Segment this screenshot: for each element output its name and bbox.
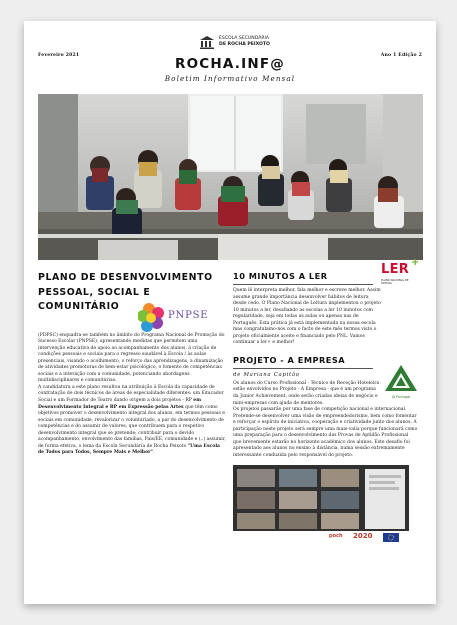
- classroom-photo-illustration: [38, 94, 423, 260]
- empresa-article: [233, 355, 423, 544]
- school-name-line1: ESCOLA SECUNDÁRIA: [219, 36, 270, 42]
- school-name: [219, 36, 270, 47]
- poch-logo: poch: [329, 533, 343, 540]
- ler-logo-plus: +: [411, 257, 420, 268]
- school-crest-icon: [198, 35, 216, 50]
- pnpse-logo: [138, 301, 226, 337]
- ler-paragraph-1: Quem lê interpreta melhor, fala melhor e escreve melhor. Assim assume grande importância desenvolver hábitos de leitura desde cedo. O Plano Nacional de Leitura implementou o projeto 10 minutos a ler, desafiando as escolas a ler 10 minutos com regularidade, seja em todas as aulas ou apenas nas de Português. Esta prática já está implementada na nossa escola mas congratulamo-nos com o facto de este mês termos visto o projeto oficialmente aceite e financiado pelo PNL. Vamos continuar a ler+ e melhor!: [233, 288, 381, 346]
- right-column: [233, 257, 423, 543]
- empresa-paragraph-1: Os alunos do Curso Profissional - Técnico de Receção Hoteleira estão envolvidos no Projeto - A Empresa - que é um programa da Junior Achievement, onde serão criadas ideias de negócio e mini-empresas com ajuda de mentores.: [233, 380, 380, 406]
- ler-article-title: 10 MINUTOS A LER: [233, 271, 328, 281]
- school-logo: [198, 34, 270, 50]
- school-name-line2: DE ROCHA PEIXOTO: [219, 42, 270, 47]
- ja-portugal-icon: [381, 363, 421, 395]
- empresa-article-title: PROJETO - A EMPRESA: [233, 354, 346, 365]
- ler-article: [233, 257, 423, 347]
- pnpse-paragraph-2-c: que têm como objetivos promover o desenvolvimento integral dos alunos, em termos pessoais e sociais em comunidade; revalorizar o voluntariado, a par do desenvolvimento de competências e do assumir de valores, que contribuem para o respetivo desenvolvimento integral que se pretende; contribuir para o devido acompanhamento, envolvimento das famílias, Pais/EE, comunidade e (..) assumir, de forma efetiva, o lema da Escola Secundária de Rocha Peixoto: [38, 404, 226, 449]
- pnpse-flower-icon: [138, 301, 168, 337]
- portugal-2020-logo: 2020: [353, 532, 373, 541]
- ja-portugal-logo: [381, 363, 421, 405]
- classroom-reading-photo: [38, 94, 423, 260]
- pnpse-motto: "Uma Escola de Todos para Todos, Sempre Mais e Melhor": [38, 443, 220, 456]
- empresa-paragraph-2: Os projetos passarão por uma fase de competição nacional e internacional. Pretende-se desenvolver uma visão de empreendedorismo, bem como fomentar e reforçar o espírito de iniciativa, cooperação e criatividade junto dos alunos. A participação neste projeto será sempre uma mais-valia porque funcionará como uma preparação para o desenvolvimento das Provas de Aptidão Profissional que brevemente estarão no horizonte académico dos alunos. Este desafio foi apresentado aos alunos no ensino à distância, numa sessão extremamente interessante conduzida pelo responsável do projeto.: [233, 407, 418, 458]
- newsletter-page: [24, 21, 436, 604]
- ler-logo: [377, 257, 423, 289]
- ler-article-body: [233, 288, 381, 347]
- ler-logo-word: LER: [381, 262, 410, 277]
- pnpse-paragraph-2: [38, 385, 226, 457]
- empresa-article-body-2: [233, 407, 418, 459]
- ja-portugal-logo-text: JÁ Portugal: [391, 394, 411, 399]
- issue-number: Ano 1 Edição 2: [380, 53, 422, 58]
- issue-date: Fevereiro 2021: [38, 53, 80, 58]
- empresa-title-rule: [233, 368, 373, 369]
- pnpse-paragraph-2-bold: em Desenvolvimento Integral e RP em Expressão pelas Artes: [38, 397, 202, 410]
- video-call-screenshot: [233, 465, 409, 543]
- pnpse-article-body: [38, 333, 226, 457]
- masthead-tagline: Boletim Informativo Mensal: [164, 74, 296, 83]
- empresa-article-author: de Mariana Capitão: [233, 371, 300, 378]
- pnpse-article-title: PLANO DE DESENVOLVIMENTO PESSOAL, SOCIAL E COMUNITÁRIO: [38, 272, 213, 312]
- pnpse-paragraph-2-end: .: [152, 450, 155, 456]
- pnpse-article: [38, 271, 226, 457]
- pnpse-paragraph-2-a: A candidatura a este plano resultou na atribuição à Escola da capacidade de contratação de dois técnicos de áreas de especialidade diferentes: um Educador Social e um Formador de Teatro dando origem a dois projetos - RP: [38, 384, 224, 403]
- eu-flag-icon: [383, 533, 399, 542]
- masthead-title: ROCHA.INF@: [175, 56, 285, 72]
- pnpse-paragraph-1: (PDPSC) enquadra-se também no âmbito do Programa Nacional de Promoção do Sucesso Escolar (PNPSE), apresentando medidas que permitem uma intervenção educativa de apoio ao acompanhamento dos alunos, à criação de condições pessoais e sociais para o regresso saudável à Escola / às aulas presenciais, visando o acolhimento, o reforço das aprendizagens, a dinamização de atividades promotoras de bem-estar psicológico, o fomento de competências sociais e a interação com a comunidade, potenciando abordagens multidisciplinares e comunitárias.: [38, 332, 225, 384]
- funding-logos-strip: [233, 531, 409, 543]
- ler-title-rule: [233, 284, 373, 285]
- header: [38, 31, 422, 101]
- empresa-article-body: [233, 381, 381, 407]
- pnpse-logo-text: PNPSE: [168, 310, 209, 321]
- ler-logo-subtitle: PLANO NACIONAL DE LEITURA: [381, 279, 409, 285]
